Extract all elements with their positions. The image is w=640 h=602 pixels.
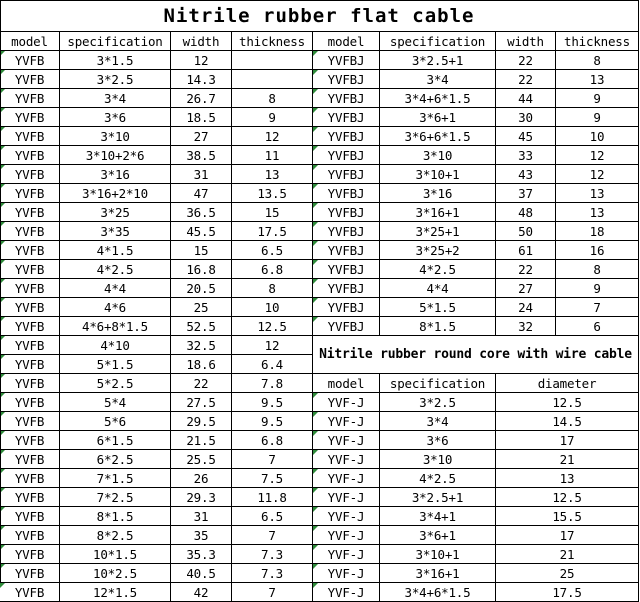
flat-left-cell[interactable]: 7 bbox=[232, 526, 313, 545]
flat-left-cell[interactable]: 3*2.5 bbox=[60, 70, 171, 89]
cell-marker-icon bbox=[313, 127, 318, 132]
flat-left-cell[interactable]: 5*2.5 bbox=[60, 374, 171, 393]
flat-left-cell[interactable]: YVFB bbox=[0, 469, 60, 488]
round-cell[interactable]: YVF-J bbox=[313, 488, 380, 507]
round-cell[interactable]: YVF-J bbox=[313, 393, 380, 412]
cell-marker-icon bbox=[0, 564, 5, 569]
cell-marker-icon bbox=[313, 545, 318, 550]
flat-left-cell[interactable]: 7*2.5 bbox=[60, 488, 171, 507]
flat-left-cell[interactable]: 3*10 bbox=[60, 127, 171, 146]
flat-right-cell[interactable]: 43 bbox=[496, 165, 556, 184]
flat-right-cell[interactable]: 48 bbox=[496, 203, 556, 222]
cell-marker-icon bbox=[0, 184, 5, 189]
flat-left-cell[interactable]: 6*1.5 bbox=[60, 431, 171, 450]
flat-left-cell[interactable]: 21.5 bbox=[171, 431, 232, 450]
flat-right-cell[interactable]: 5*1.5 bbox=[380, 298, 496, 317]
round-cell[interactable]: YVF-J bbox=[313, 545, 380, 564]
flat-left-cell[interactable]: 12 bbox=[171, 51, 232, 70]
flat-left-cell[interactable]: 6.5 bbox=[232, 241, 313, 260]
flat-right-cell[interactable]: 18 bbox=[556, 222, 639, 241]
flat-left-cell[interactable]: 7.3 bbox=[232, 564, 313, 583]
flat-left-cell[interactable]: YVFB bbox=[0, 450, 60, 469]
flat-right-cell[interactable]: 8*1.5 bbox=[380, 317, 496, 336]
flat-left-cell[interactable]: 3*16+2*10 bbox=[60, 184, 171, 203]
flat-left-cell[interactable]: 42 bbox=[171, 583, 232, 602]
flat-right-cell[interactable]: 22 bbox=[496, 260, 556, 279]
cell-marker-icon bbox=[0, 222, 5, 227]
flat-left-cell[interactable]: 15 bbox=[232, 203, 313, 222]
flat-left-cell[interactable]: 32.5 bbox=[171, 336, 232, 355]
right-specification-header[interactable]: specification bbox=[380, 32, 496, 51]
flat-left-cell[interactable]: 27 bbox=[171, 127, 232, 146]
cell-marker-icon bbox=[313, 450, 318, 455]
flat-left-cell[interactable]: YVFB bbox=[0, 260, 60, 279]
flat-left-cell[interactable]: 9 bbox=[232, 108, 313, 127]
flat-right-cell[interactable]: 8 bbox=[556, 260, 639, 279]
flat-right-cell[interactable]: 13 bbox=[556, 70, 639, 89]
cell-marker-icon bbox=[0, 279, 5, 284]
flat-right-cell[interactable]: 45 bbox=[496, 127, 556, 146]
flat-left-cell[interactable]: YVFB bbox=[0, 165, 60, 184]
flat-right-cell[interactable]: 3*6+1 bbox=[380, 108, 496, 127]
round-cell[interactable]: 3*4+6*1.5 bbox=[380, 583, 496, 602]
round-cell[interactable]: YVF-J bbox=[313, 469, 380, 488]
flat-left-cell[interactable]: 3*4 bbox=[60, 89, 171, 108]
flat-left-cell[interactable]: YVFB bbox=[0, 355, 60, 374]
flat-left-cell[interactable]: 3*10+2*6 bbox=[60, 146, 171, 165]
cell-marker-icon bbox=[313, 469, 318, 474]
flat-left-cell[interactable]: YVFB bbox=[0, 127, 60, 146]
cell-marker-icon bbox=[313, 298, 318, 303]
flat-left-cell[interactable]: 5*1.5 bbox=[60, 355, 171, 374]
flat-right-cell[interactable]: YVFBJ bbox=[313, 222, 380, 241]
cell-marker-icon bbox=[313, 260, 318, 265]
round-cell[interactable]: 17 bbox=[496, 431, 639, 450]
flat-right-cell[interactable]: YVFBJ bbox=[313, 298, 380, 317]
flat-cable-title[interactable]: Nitrile rubber flat cable bbox=[0, 0, 639, 32]
flat-right-cell[interactable]: YVFBJ bbox=[313, 70, 380, 89]
flat-right-cell[interactable]: YVFBJ bbox=[313, 165, 380, 184]
cell-marker-icon bbox=[0, 317, 5, 322]
round-cell[interactable]: YVF-J bbox=[313, 564, 380, 583]
cell-marker-icon bbox=[0, 108, 5, 113]
flat-left-cell[interactable]: 15 bbox=[171, 241, 232, 260]
flat-left-cell[interactable]: 4*1.5 bbox=[60, 241, 171, 260]
cell-marker-icon bbox=[313, 564, 318, 569]
cell-marker-icon bbox=[0, 507, 5, 512]
flat-right-cell[interactable]: 16 bbox=[556, 241, 639, 260]
flat-left-cell[interactable]: 12.5 bbox=[232, 317, 313, 336]
round-cell[interactable]: YVF-J bbox=[313, 507, 380, 526]
flat-left-cell[interactable]: 16.8 bbox=[171, 260, 232, 279]
flat-left-cell[interactable]: 8 bbox=[232, 279, 313, 298]
flat-left-cell[interactable]: 25 bbox=[171, 298, 232, 317]
cell-marker-icon bbox=[313, 279, 318, 284]
cell-marker-icon bbox=[313, 507, 318, 512]
flat-left-cell[interactable]: 6.8 bbox=[232, 260, 313, 279]
flat-right-cell[interactable]: YVFBJ bbox=[313, 184, 380, 203]
flat-right-cell[interactable]: 3*16 bbox=[380, 184, 496, 203]
flat-left-cell[interactable]: 3*35 bbox=[60, 222, 171, 241]
cell-marker-icon bbox=[0, 336, 5, 341]
flat-right-cell[interactable]: 3*25+2 bbox=[380, 241, 496, 260]
round-model-header[interactable]: model bbox=[313, 374, 380, 393]
flat-left-cell[interactable]: YVFB bbox=[0, 545, 60, 564]
flat-right-cell[interactable]: 3*10 bbox=[380, 146, 496, 165]
flat-left-cell[interactable]: YVFB bbox=[0, 336, 60, 355]
flat-left-cell[interactable]: 12 bbox=[232, 336, 313, 355]
round-cell[interactable]: 14.5 bbox=[496, 412, 639, 431]
flat-right-cell[interactable]: 9 bbox=[556, 89, 639, 108]
cell-marker-icon bbox=[0, 583, 5, 588]
flat-left-cell[interactable]: 7 bbox=[232, 450, 313, 469]
flat-left-cell[interactable]: 31 bbox=[171, 165, 232, 184]
cell-marker-icon bbox=[0, 393, 5, 398]
flat-left-cell[interactable]: 3*16 bbox=[60, 165, 171, 184]
flat-left-cell[interactable]: 26.7 bbox=[171, 89, 232, 108]
cell-marker-icon bbox=[0, 450, 5, 455]
round-cell[interactable]: 15.5 bbox=[496, 507, 639, 526]
cell-marker-icon bbox=[0, 89, 5, 94]
flat-right-cell[interactable]: 27 bbox=[496, 279, 556, 298]
flat-left-cell[interactable]: 18.5 bbox=[171, 108, 232, 127]
flat-left-cell[interactable]: 13 bbox=[232, 165, 313, 184]
flat-left-cell[interactable]: YVFB bbox=[0, 70, 60, 89]
cell-marker-icon bbox=[0, 165, 5, 170]
flat-left-cell[interactable]: YVFB bbox=[0, 203, 60, 222]
cell-marker-icon bbox=[0, 298, 5, 303]
round-cell[interactable]: 3*10 bbox=[380, 450, 496, 469]
round-cell[interactable]: 3*2.5+1 bbox=[380, 488, 496, 507]
flat-left-cell[interactable]: 10 bbox=[232, 298, 313, 317]
flat-left-cell[interactable]: 10*1.5 bbox=[60, 545, 171, 564]
flat-left-cell[interactable]: 4*10 bbox=[60, 336, 171, 355]
flat-left-cell[interactable]: YVFB bbox=[0, 298, 60, 317]
flat-left-cell[interactable]: 6*2.5 bbox=[60, 450, 171, 469]
flat-left-cell[interactable]: 35.3 bbox=[171, 545, 232, 564]
flat-right-cell[interactable]: 13 bbox=[556, 203, 639, 222]
flat-right-cell[interactable]: 50 bbox=[496, 222, 556, 241]
round-cell[interactable]: 3*4 bbox=[380, 412, 496, 431]
left-specification-header[interactable]: specification bbox=[60, 32, 171, 51]
flat-right-cell[interactable]: 30 bbox=[496, 108, 556, 127]
flat-right-cell[interactable]: 3*16+1 bbox=[380, 203, 496, 222]
round-cell[interactable]: 4*2.5 bbox=[380, 469, 496, 488]
flat-left-cell[interactable]: 7.3 bbox=[232, 545, 313, 564]
flat-right-cell[interactable]: 3*4+6*1.5 bbox=[380, 89, 496, 108]
flat-left-cell[interactable]: YVFB bbox=[0, 488, 60, 507]
cell-marker-icon bbox=[0, 431, 5, 436]
flat-right-cell[interactable]: 8 bbox=[556, 51, 639, 70]
cell-marker-icon bbox=[313, 412, 318, 417]
flat-left-cell[interactable]: 4*6+8*1.5 bbox=[60, 317, 171, 336]
cell-marker-icon bbox=[313, 222, 318, 227]
cell-marker-icon bbox=[313, 165, 318, 170]
flat-right-cell[interactable]: 32 bbox=[496, 317, 556, 336]
flat-left-cell[interactable]: YVFB bbox=[0, 317, 60, 336]
round-cell[interactable]: 21 bbox=[496, 450, 639, 469]
round-cell[interactable]: YVF-J bbox=[313, 526, 380, 545]
flat-left-cell[interactable]: 38.5 bbox=[171, 146, 232, 165]
flat-left-cell[interactable]: 6.4 bbox=[232, 355, 313, 374]
flat-right-cell[interactable]: YVFBJ bbox=[313, 260, 380, 279]
flat-right-cell[interactable]: 4*4 bbox=[380, 279, 496, 298]
flat-left-cell[interactable]: 11.8 bbox=[232, 488, 313, 507]
flat-right-cell[interactable]: 4*2.5 bbox=[380, 260, 496, 279]
round-cell[interactable]: 3*6 bbox=[380, 431, 496, 450]
cell-marker-icon bbox=[313, 317, 318, 322]
flat-right-cell[interactable]: YVFBJ bbox=[313, 317, 380, 336]
cell-marker-icon bbox=[313, 583, 318, 588]
flat-left-cell[interactable]: 4*4 bbox=[60, 279, 171, 298]
flat-left-cell[interactable]: 45.5 bbox=[171, 222, 232, 241]
cell-marker-icon bbox=[0, 203, 5, 208]
flat-right-cell[interactable]: YVFBJ bbox=[313, 146, 380, 165]
flat-left-cell[interactable]: 3*6 bbox=[60, 108, 171, 127]
cell-marker-icon bbox=[313, 70, 318, 75]
flat-left-cell[interactable]: 12 bbox=[232, 127, 313, 146]
flat-left-cell[interactable]: 22 bbox=[171, 374, 232, 393]
round-cell[interactable]: YVF-J bbox=[313, 412, 380, 431]
cell-marker-icon bbox=[0, 127, 5, 132]
round-diameter-header[interactable]: diameter bbox=[496, 374, 639, 393]
cell-marker-icon bbox=[0, 374, 5, 379]
flat-left-cell[interactable]: 9.5 bbox=[232, 412, 313, 431]
flat-left-cell[interactable]: 40.5 bbox=[171, 564, 232, 583]
flat-left-cell[interactable]: 10*2.5 bbox=[60, 564, 171, 583]
cell-marker-icon bbox=[313, 431, 318, 436]
flat-left-cell[interactable]: 3*1.5 bbox=[60, 51, 171, 70]
flat-right-cell[interactable]: 22 bbox=[496, 70, 556, 89]
flat-right-cell[interactable]: 3*2.5+1 bbox=[380, 51, 496, 70]
flat-left-cell[interactable]: 29.3 bbox=[171, 488, 232, 507]
flat-left-cell[interactable]: YVFB bbox=[0, 51, 60, 70]
cell-marker-icon bbox=[0, 526, 5, 531]
flat-left-cell[interactable]: 25.5 bbox=[171, 450, 232, 469]
cell-marker-icon bbox=[313, 184, 318, 189]
flat-right-cell[interactable]: 3*4 bbox=[380, 70, 496, 89]
round-cell[interactable]: 12.5 bbox=[496, 393, 639, 412]
cell-marker-icon bbox=[313, 526, 318, 531]
cell-marker-icon bbox=[313, 51, 318, 56]
flat-right-cell[interactable]: 9 bbox=[556, 279, 639, 298]
cell-marker-icon bbox=[0, 469, 5, 474]
round-cell[interactable]: 3*2.5 bbox=[380, 393, 496, 412]
flat-left-cell[interactable]: 47 bbox=[171, 184, 232, 203]
cell-marker-icon bbox=[0, 70, 5, 75]
flat-left-cell[interactable]: 17.5 bbox=[232, 222, 313, 241]
cell-marker-icon bbox=[313, 203, 318, 208]
flat-right-cell[interactable]: 37 bbox=[496, 184, 556, 203]
round-cell[interactable]: YVF-J bbox=[313, 431, 380, 450]
flat-left-cell[interactable]: YVFB bbox=[0, 279, 60, 298]
flat-left-cell[interactable]: 7*1.5 bbox=[60, 469, 171, 488]
flat-left-cell[interactable]: 18.6 bbox=[171, 355, 232, 374]
round-cell[interactable]: 17.5 bbox=[496, 583, 639, 602]
flat-right-cell[interactable]: 13 bbox=[556, 184, 639, 203]
flat-left-cell[interactable]: 6.5 bbox=[232, 507, 313, 526]
right-model-header[interactable]: model bbox=[313, 32, 380, 51]
flat-left-cell[interactable]: 36.5 bbox=[171, 203, 232, 222]
cell-marker-icon bbox=[313, 89, 318, 94]
flat-left-cell[interactable]: YVFB bbox=[0, 507, 60, 526]
flat-right-cell[interactable]: 3*6+6*1.5 bbox=[380, 127, 496, 146]
flat-left-cell[interactable]: YVFB bbox=[0, 526, 60, 545]
round-cell[interactable]: 3*6+1 bbox=[380, 526, 496, 545]
flat-right-cell[interactable]: 3*10+1 bbox=[380, 165, 496, 184]
flat-left-cell[interactable]: 4*6 bbox=[60, 298, 171, 317]
cell-marker-icon bbox=[0, 241, 5, 246]
round-cell[interactable]: YVF-J bbox=[313, 450, 380, 469]
cell-marker-icon bbox=[313, 488, 318, 493]
flat-left-cell[interactable]: YVFB bbox=[0, 374, 60, 393]
flat-left-cell[interactable]: YVFB bbox=[0, 184, 60, 203]
flat-right-cell[interactable]: 9 bbox=[556, 108, 639, 127]
flat-left-cell[interactable]: 8*2.5 bbox=[60, 526, 171, 545]
cell-marker-icon bbox=[313, 146, 318, 151]
round-cell[interactable]: YVF-J bbox=[313, 583, 380, 602]
right-width-header[interactable]: width bbox=[496, 32, 556, 51]
flat-left-cell[interactable]: 12*1.5 bbox=[60, 583, 171, 602]
cell-marker-icon bbox=[313, 108, 318, 113]
flat-right-cell[interactable]: 33 bbox=[496, 146, 556, 165]
flat-left-cell[interactable]: YVFB bbox=[0, 431, 60, 450]
flat-left-cell[interactable]: 8 bbox=[232, 89, 313, 108]
cell-marker-icon bbox=[0, 412, 5, 417]
flat-left-cell[interactable] bbox=[232, 70, 313, 89]
flat-left-cell[interactable]: 52.5 bbox=[171, 317, 232, 336]
flat-left-cell[interactable]: 27.5 bbox=[171, 393, 232, 412]
cell-marker-icon bbox=[0, 51, 5, 56]
flat-left-cell[interactable]: 13.5 bbox=[232, 184, 313, 203]
round-cell[interactable]: 21 bbox=[496, 545, 639, 564]
flat-left-cell[interactable]: 7.8 bbox=[232, 374, 313, 393]
round-cell[interactable]: 12.5 bbox=[496, 488, 639, 507]
flat-left-cell[interactable] bbox=[232, 51, 313, 70]
flat-right-cell[interactable]: 22 bbox=[496, 51, 556, 70]
flat-left-cell[interactable]: 29.5 bbox=[171, 412, 232, 431]
flat-right-cell[interactable]: YVFBJ bbox=[313, 51, 380, 70]
cell-marker-icon bbox=[0, 260, 5, 265]
round-cell[interactable]: 25 bbox=[496, 564, 639, 583]
flat-right-cell[interactable]: 12 bbox=[556, 146, 639, 165]
flat-left-cell[interactable]: 8*1.5 bbox=[60, 507, 171, 526]
cell-marker-icon bbox=[313, 241, 318, 246]
round-cell[interactable]: 3*10+1 bbox=[380, 545, 496, 564]
flat-left-cell[interactable]: 7 bbox=[232, 583, 313, 602]
cell-marker-icon bbox=[313, 393, 318, 398]
cell-marker-icon bbox=[0, 545, 5, 550]
round-core-title[interactable]: Nitrile rubber round core with wire cable bbox=[313, 336, 639, 374]
flat-left-cell[interactable]: YVFB bbox=[0, 583, 60, 602]
left-thickness-header[interactable]: thickness bbox=[232, 32, 313, 51]
flat-right-cell[interactable]: 24 bbox=[496, 298, 556, 317]
flat-left-cell[interactable]: YVFB bbox=[0, 89, 60, 108]
flat-right-cell[interactable]: YVFBJ bbox=[313, 108, 380, 127]
flat-right-cell[interactable]: 10 bbox=[556, 127, 639, 146]
flat-left-cell[interactable]: YVFB bbox=[0, 393, 60, 412]
round-cell[interactable]: 13 bbox=[496, 469, 639, 488]
flat-right-cell[interactable]: 6 bbox=[556, 317, 639, 336]
cell-marker-icon bbox=[0, 146, 5, 151]
flat-left-cell[interactable]: 7.5 bbox=[232, 469, 313, 488]
flat-right-cell[interactable]: YVFBJ bbox=[313, 279, 380, 298]
round-specification-header[interactable]: specification bbox=[380, 374, 496, 393]
flat-left-cell[interactable]: 4*2.5 bbox=[60, 260, 171, 279]
flat-left-cell[interactable]: 6.8 bbox=[232, 431, 313, 450]
flat-right-cell[interactable]: YVFBJ bbox=[313, 241, 380, 260]
flat-left-cell[interactable]: YVFB bbox=[0, 222, 60, 241]
flat-left-cell[interactable]: YVFB bbox=[0, 108, 60, 127]
flat-left-cell[interactable]: YVFB bbox=[0, 241, 60, 260]
flat-left-cell[interactable]: 9.5 bbox=[232, 393, 313, 412]
flat-right-cell[interactable]: 7 bbox=[556, 298, 639, 317]
flat-left-cell[interactable]: 11 bbox=[232, 146, 313, 165]
flat-right-cell[interactable]: YVFBJ bbox=[313, 89, 380, 108]
flat-left-cell[interactable]: 5*6 bbox=[60, 412, 171, 431]
flat-left-cell[interactable]: 26 bbox=[171, 469, 232, 488]
flat-left-cell[interactable]: YVFB bbox=[0, 412, 60, 431]
flat-left-cell[interactable]: YVFB bbox=[0, 146, 60, 165]
round-cell[interactable]: 3*4+1 bbox=[380, 507, 496, 526]
flat-right-cell[interactable]: YVFBJ bbox=[313, 203, 380, 222]
flat-left-cell[interactable]: 35 bbox=[171, 526, 232, 545]
flat-right-cell[interactable]: 44 bbox=[496, 89, 556, 108]
flat-left-cell[interactable]: 14.3 bbox=[171, 70, 232, 89]
left-model-header[interactable]: model bbox=[0, 32, 60, 51]
flat-right-cell[interactable]: 3*25+1 bbox=[380, 222, 496, 241]
flat-right-cell[interactable]: 61 bbox=[496, 241, 556, 260]
round-cell[interactable]: 3*16+1 bbox=[380, 564, 496, 583]
flat-right-cell[interactable]: 12 bbox=[556, 165, 639, 184]
flat-left-cell[interactable]: 3*25 bbox=[60, 203, 171, 222]
round-cell[interactable]: 17 bbox=[496, 526, 639, 545]
left-width-header[interactable]: width bbox=[171, 32, 232, 51]
cell-marker-icon bbox=[0, 488, 5, 493]
flat-left-cell[interactable]: 20.5 bbox=[171, 279, 232, 298]
flat-left-cell[interactable]: 5*4 bbox=[60, 393, 171, 412]
right-thickness-header[interactable]: thickness bbox=[556, 32, 639, 51]
flat-left-cell[interactable]: 31 bbox=[171, 507, 232, 526]
flat-left-cell[interactable]: YVFB bbox=[0, 564, 60, 583]
flat-right-cell[interactable]: YVFBJ bbox=[313, 127, 380, 146]
cell-marker-icon bbox=[0, 355, 5, 360]
